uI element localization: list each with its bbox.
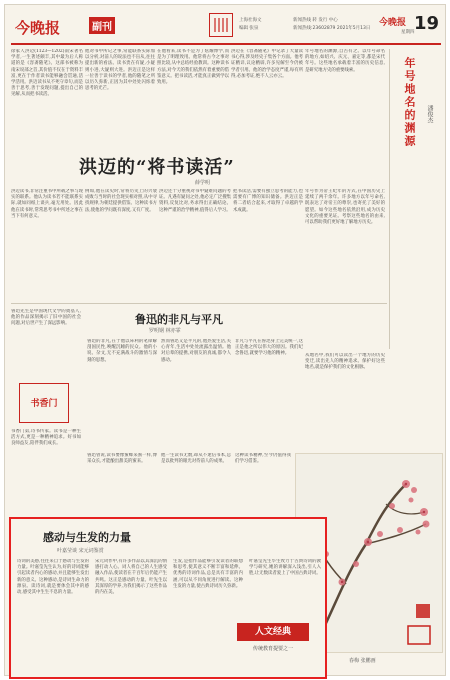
- masthead-logo: 今晚报: [15, 19, 61, 37]
- article-body: 在他看来,读书不是为了炫耀博学,而是为了明理致用。他常将古今之事对照比较,从中总结经验教训。这种读书方法,对今天的我们依然有着重要的借鉴意义。把书读活,才能真正做到学以致用。: [157, 49, 229, 86]
- byline-hongmai: 薛学明: [195, 180, 211, 186]
- article-body: 鲁迅的非凡,在于他以犀利的笔锋解剖国民性,唤醒沉睡的民众。他的小说、杂文,无不充满战斗的激情与深刻的思想。: [87, 339, 157, 363]
- qr-code-icon: [209, 13, 233, 37]
- article-body: 宋元词作中,有许多作品以其深沉的情感打动人心。词人将自己的人生感受融入作品,使读者在千百年后仍能产生共鸣。这正是感动的力量。叶先生以其深厚的学养,为我们揭示了这些作品的内在美。: [95, 559, 167, 596]
- article-body: 诗词的美感,往往来自于感动与生发的力量。叶嘉莹先生认为,好的诗词能够引起读者内心的感动,并且能够生发出新的意义。这种感动,是诗词生命力的源泉。读诗词,就是要体会其中的感动,感受其中生生不息的力量。: [17, 559, 89, 596]
- article-body: 洪迈读书,非常注重书中所载之事与现实的联系。他认为读书若不能联系实际,就如同纸上谈兵,毫无用处。因此他在读书时,常常思考书中所述之事在当下有何意义。: [11, 189, 83, 219]
- tag-badge: 人文经典: [237, 623, 309, 641]
- masthead-note: 新闻热线 转 发行 中心: [293, 18, 338, 23]
- article-body: 把书读活,需要有独立思考的能力,也需要有广博的知识储备。洪迈正是将二者结合起来,才取得了卓越的学术成就。: [233, 189, 303, 213]
- masthead-note: 上海社海文: [239, 18, 262, 23]
- masthead: [11, 9, 441, 45]
- article-body: 然而鲁迅又是平凡的,他热爱生活,关心青年,生活中处处流露出温情。他对后辈的提携,对朋友的真诚,都令人感动。: [161, 339, 231, 363]
- article-body: 年号地名的渊源,自古有之。以年号命名的地方,如绍兴、庆元、嘉定等,都是宋代年号。这些地名承载着丰富的历史信息,是研究地方史的重要线索。: [305, 49, 385, 73]
- headline-hongmai: 洪迈的“将书读活”: [79, 157, 235, 178]
- article-body: 书香门第,诗书传家。读书是一种生活方式,更是一种精神追求。好书如良师益友,陪伴我们成长。: [11, 429, 81, 447]
- column-badge: 书香门: [19, 383, 69, 423]
- article-body: 这种读书精神,至今仍值得我们学习借鉴。: [235, 453, 291, 465]
- headline-feature: 感动与生发的力量: [43, 531, 131, 544]
- feature-article-highlight: [9, 517, 327, 679]
- tag-subtitle: 传统教育提要之一: [252, 646, 293, 652]
- article-body: 洪迈在《容斋随笔》中记录了大量读书心得,涉及经史子集各个方面。他考证精详,议论精辟,许多见解至今仍被学者引用。他的治学态度严谨,每有所得,必加考证,绝不人云亦云。: [231, 49, 303, 79]
- side-column-title: 年号地名的渊源: [403, 57, 416, 148]
- article-body: 徐家人洪迈(1123—1202)南宋著名学者,一生著述颇丰,其中最为后人称道的是《容斋随笔》。这部书被称为南宋说部之首,其价值不仅在于资料丰富,更在于作者读书能够融会贯通,活学活用。洪迈读书从不死守章句,而是善于思考,善于发现问题,提出自己的见解,从而把书读活。: [11, 49, 83, 98]
- masthead-note: 编辑 张泉: [239, 26, 259, 31]
- byline-feature: 叶嘉莹谈 宋元词鉴赏: [57, 548, 104, 554]
- page-number: 19: [413, 13, 439, 34]
- headline-luxun: 鲁迅的非凡与平凡: [135, 313, 223, 326]
- masthead-note: 新闻热线:23602879 2021年5月13日: [293, 26, 371, 31]
- side-column-author: 潘俊杰: [426, 105, 433, 123]
- article-body: 生发,是指作品能够引发读者的联想和思考,使其意义不断丰富和延伸。优秀的诗词作品,总是具有丰富的内涵,可以从不同角度进行解读。这种生发的力量,使古典诗词历久弥新。: [173, 559, 243, 589]
- edition-label: 星期四: [401, 30, 415, 35]
- article-body: 从地名中,我们可以读出一个地方的历史变迁,读出先人的精神追求。保护好这些地名,就是保护我们的文化根脉。: [305, 353, 385, 371]
- article-body: 他对书中所记之事,常能联系实际加以分析,对前人的说法也不盲从,往往提出新的看法。读书贵在有疑,小疑则小进,大疑则大进。洪迈正是这样一位善于读书的学者,他的随笔之所以历久弥新,正因为其中处处闪烁着思考的光芒。: [85, 49, 155, 92]
- article-body: 鲁迅曾说,读书要像蜜蜂采蜜一样,博采众长,才能酿出甜美的蜜来。: [87, 453, 157, 465]
- byline-luxun: 罗明钢 林亦霏: [149, 328, 181, 334]
- article-body: 年号作为帝王纪年的方式,在中国历史上延续了两千余年。许多地方以年号命名,既表达了对帝王的尊崇,也寄托了美好的愿望。如今这些地名依然沿用,成为历史文化的重要见证。考察这些地名的由来,可以帮助我们更好地了解地方历史。: [305, 189, 385, 226]
- painting-caption: 春梅 张鹏画: [349, 658, 376, 664]
- article-body: 例如,他在读史时,常将历史上的兴衰成败与当时的社会现实相对照,从中寻找规律,为朝廷提供借鉴。这种读书方法,使他的学问既有深度,又有广度。: [85, 189, 157, 213]
- masthead-right-title: 今晚报: [379, 18, 407, 28]
- article-body: 叶嘉莹先生毕生致力于古典诗词的教学与研究,她的讲解深入浅出,引人入胜,让无数读者爱上了中国古典诗词。: [249, 559, 321, 577]
- article-body: 他一生读书无数,却从不迷信书本,总是以批判的眼光对待前人的成果。: [161, 453, 231, 465]
- masthead-badge: 副刊: [89, 17, 115, 34]
- article-body: 鲁迅先生是中国现代文学的奠基人,他的作品深刻揭示了旧中国的社会问题,对后世产生了深远影响。: [11, 309, 81, 327]
- article-body: 洪迈还十分重视对书中疑难问题的考证。凡遇有疑问之处,他必定广泛搜集资料,反复比对,务求得出正确结论。这种严谨的治学精神,值得后人学习。: [159, 189, 231, 213]
- newspaper-page: [4, 4, 446, 676]
- article-body: 非凡与平凡在鲁迅身上完美统一,这正是他之所以伟大的原因。我们纪念鲁迅,就要学习他的精神。: [235, 339, 303, 357]
